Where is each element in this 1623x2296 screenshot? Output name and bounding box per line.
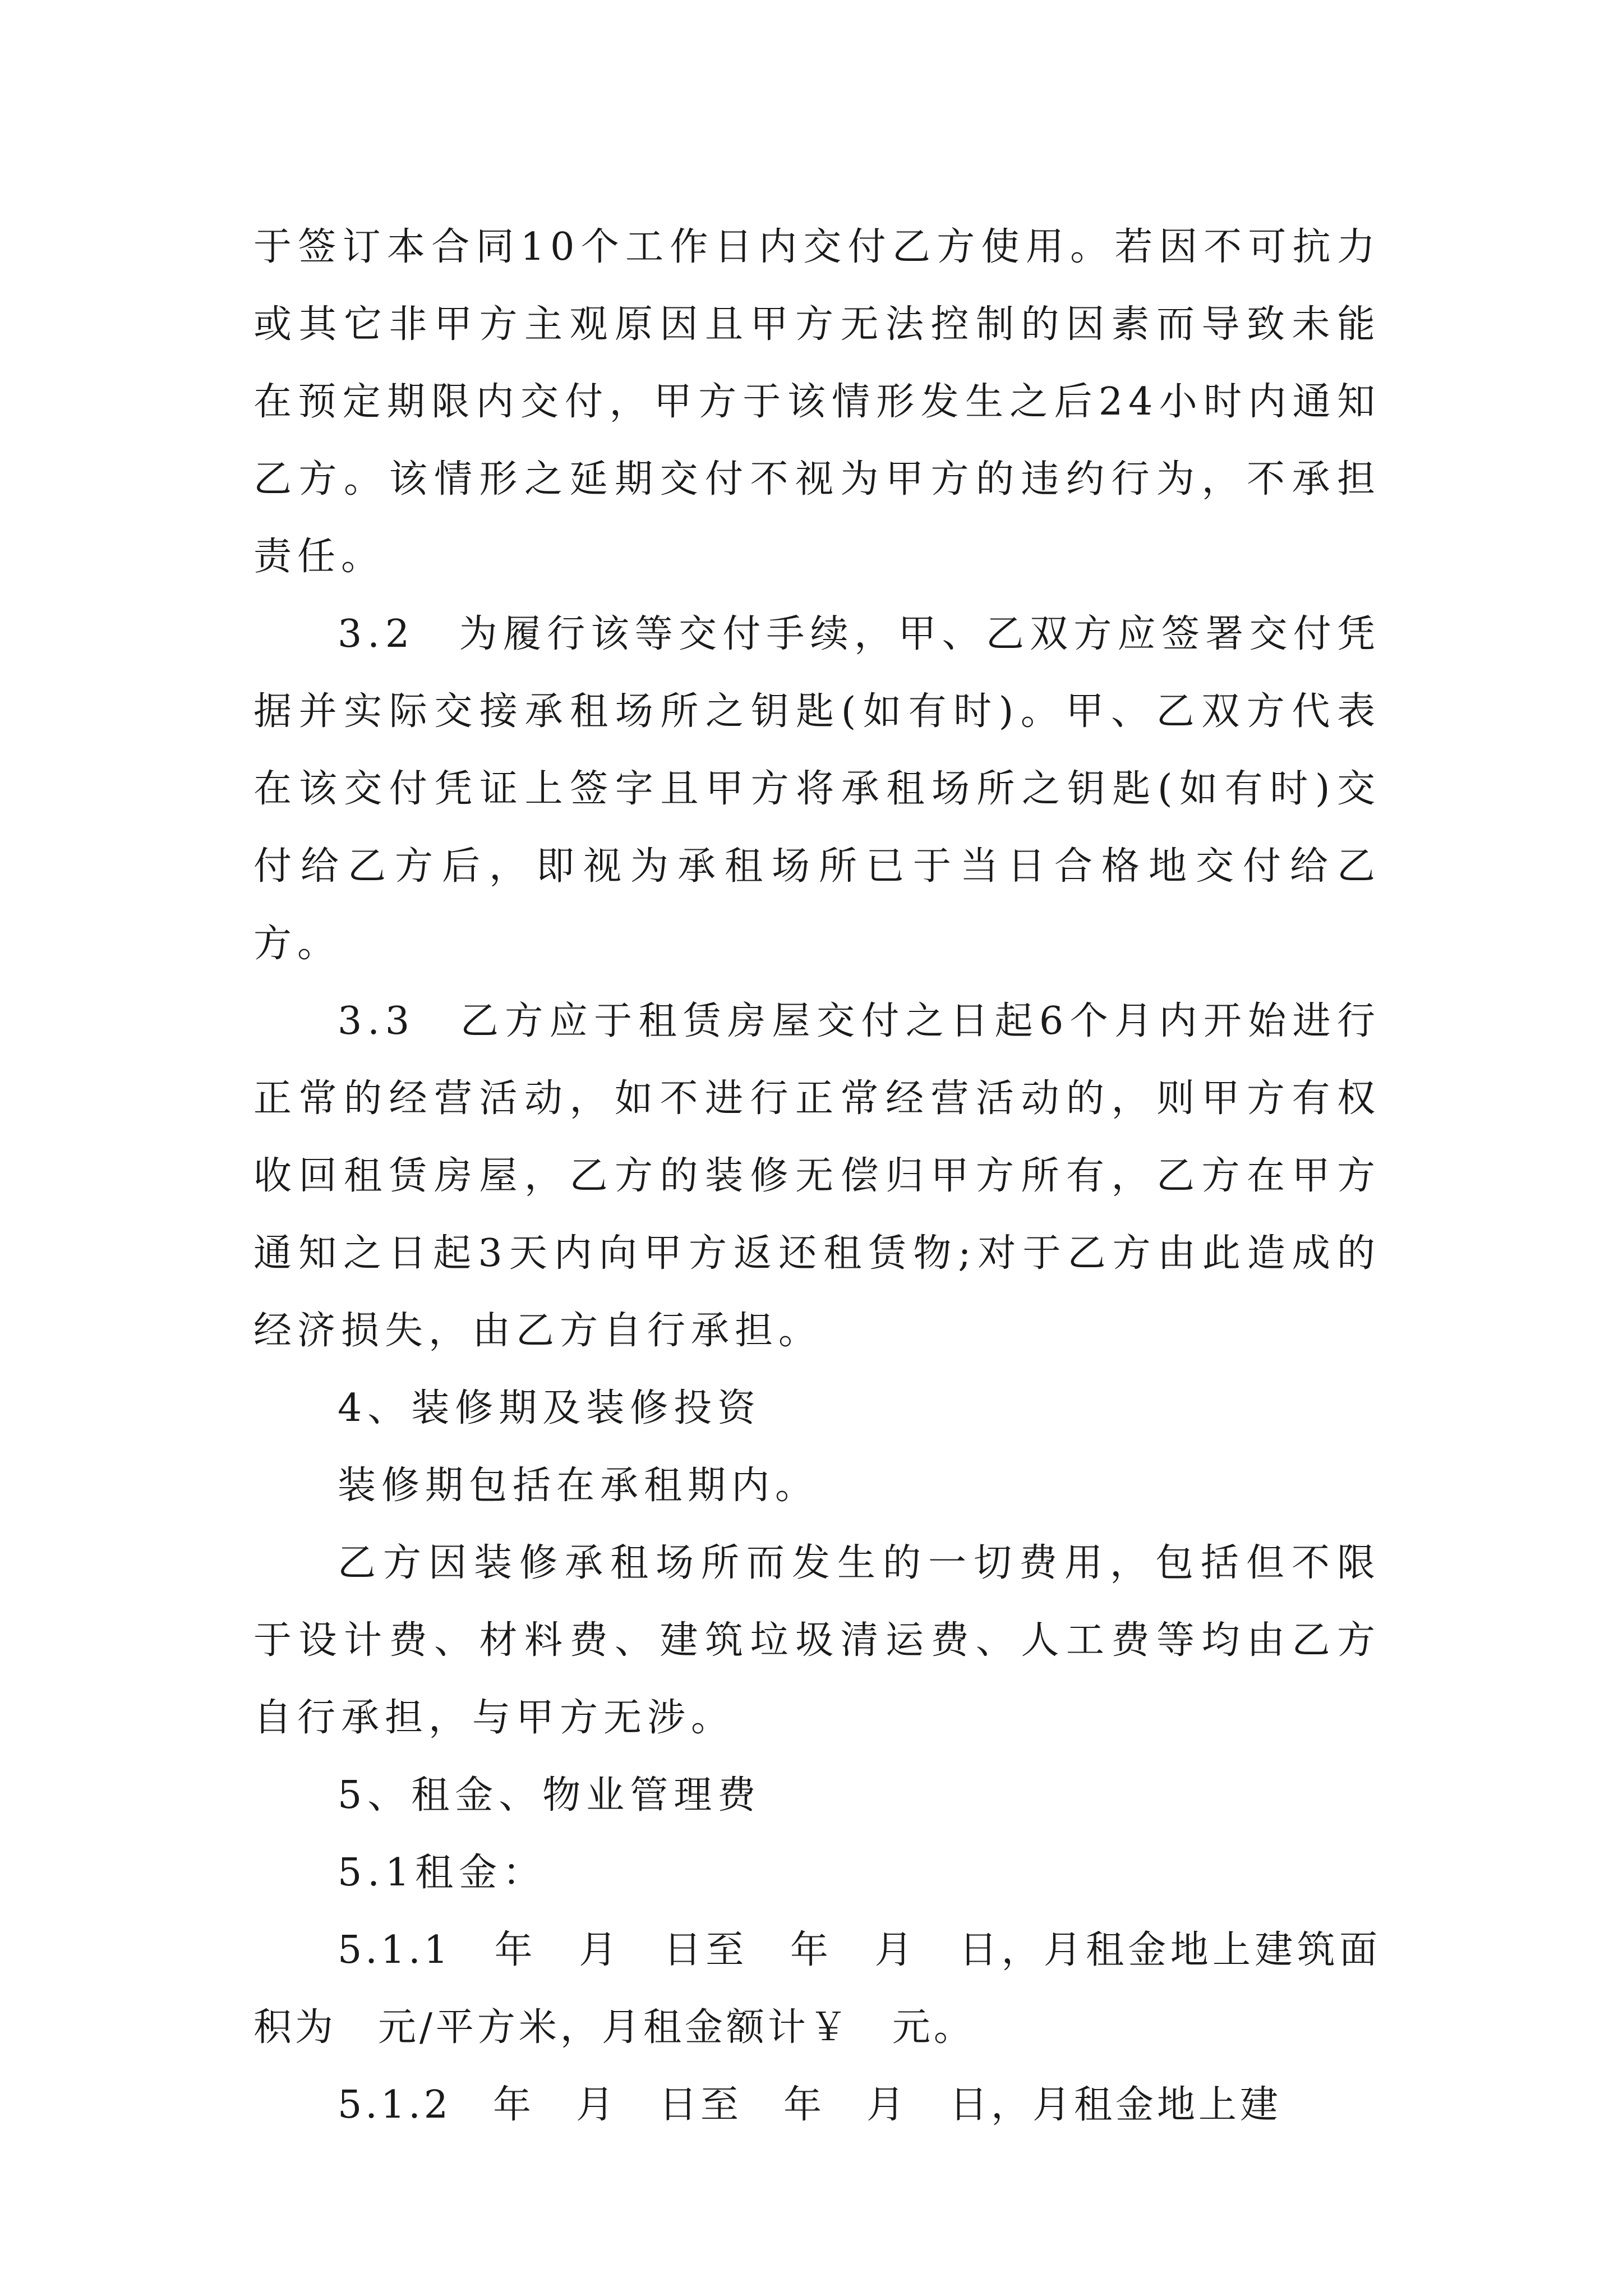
clause-5-1-1: 5.1.1 年 月 日至 年 月 日，月租金地上建筑面积为 元/平方米，月租金额计￥ 元。 [253, 1928, 1381, 2050]
paragraph-delivery-terms: 于签订本合同10个工作日内交付乙方使用。若因不可抗力或其它非甲方主观原因且甲方无法控制的因素而导致未能在预定期限内交付，甲方于该情形发生之后24小时内通知乙方。该情形之延期交付不视为甲方的违约行为，不承担责任。 [253, 225, 1381, 579]
clause-5-1-2: 5.1.2 年 月 日至 年 月 日，月租金地上建 [338, 2083, 1282, 2127]
subsection-5-1: 5.1租金： [338, 1851, 547, 1895]
section-heading-4: 4、装修期及装修投资 [338, 1386, 762, 1430]
paragraph-3-3: 3.3 乙方应于租赁房屋交付之日起6个月内开始进行正常的经营活动，如不进行正常经营活动的，则甲方有权收回租赁房屋，乙方的装修无偿归甲方所有，乙方在甲方通知之日起3天内向甲方返还租赁物;对于乙方由此造成的经济损失，由乙方自行承担。 [253, 999, 1381, 1353]
section-heading-5: 5、租金、物业管理费 [338, 1773, 762, 1818]
paragraph-3-2: 3.2 为履行该等交付手续，甲、乙双方应签署交付凭据并实际交接承租场所之钥匙(如有时)。甲、乙双方代表在该交付凭证上签字且甲方将承租场所之钥匙(如有时)交付给乙方后，即视为承租场所已于当日合格地交付给乙方。 [253, 612, 1381, 966]
paragraph-renovation-period: 装修期包括在承租期内。 [338, 1464, 819, 1508]
paragraph-renovation-costs: 乙方因装修承租场所而发生的一切费用，包括但不限于设计费、材料费、建筑垃圾清运费、人工费等均由乙方自行承担，与甲方无涉。 [253, 1541, 1381, 1740]
contract-body [253, 209, 1381, 2144]
